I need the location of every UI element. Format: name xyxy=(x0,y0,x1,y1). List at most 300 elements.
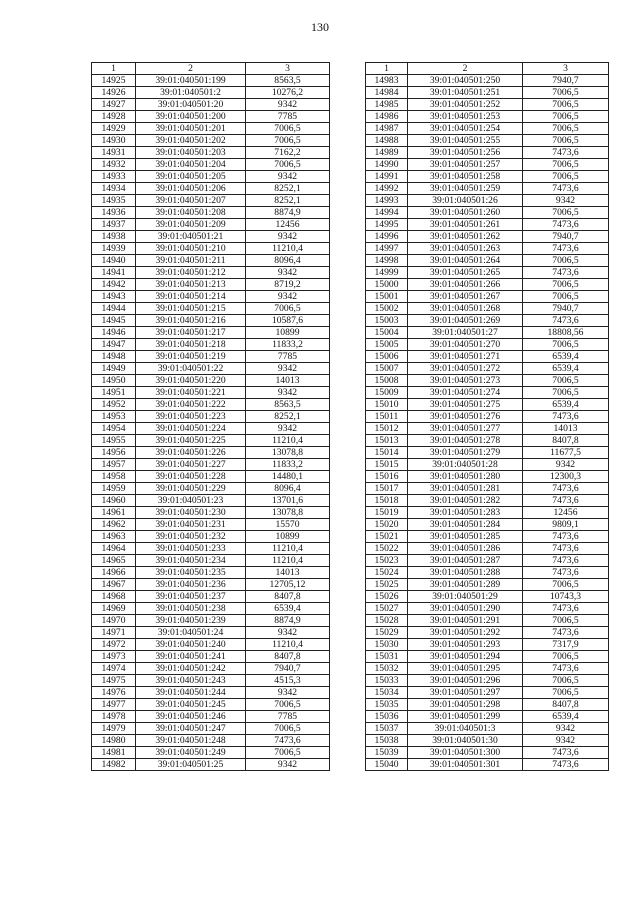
table-row xyxy=(92,747,330,759)
table-row xyxy=(92,159,330,171)
table-row xyxy=(92,627,330,639)
value-cell: 13078,8 xyxy=(246,447,330,459)
table-row xyxy=(92,579,330,591)
table-row xyxy=(366,159,609,171)
value-cell: 7006,5 xyxy=(523,255,609,267)
row-number-cell: 14934 xyxy=(92,183,136,195)
row-number-cell: 14991 xyxy=(366,171,408,183)
cadastral-number-cell: 39:01:040501:229 xyxy=(136,483,246,495)
cadastral-number-cell: 39:01:040501:219 xyxy=(136,351,246,363)
value-cell: 6539,4 xyxy=(523,399,609,411)
value-cell: 7473,6 xyxy=(523,555,609,567)
row-number-cell: 15011 xyxy=(366,411,408,423)
table-row xyxy=(92,471,330,483)
cadastral-number-cell: 39:01:040501:227 xyxy=(136,459,246,471)
column-header: 2 xyxy=(136,63,246,75)
value-cell: 7006,5 xyxy=(523,651,609,663)
cadastral-number-cell: 39:01:040501:243 xyxy=(136,675,246,687)
cadastral-number-cell: 39:01:040501:223 xyxy=(136,411,246,423)
table-row xyxy=(92,363,330,375)
table-row xyxy=(92,687,330,699)
cadastral-number-cell: 39:01:040501:204 xyxy=(136,159,246,171)
value-cell: 9342 xyxy=(246,423,330,435)
value-cell: 7006,5 xyxy=(523,375,609,387)
row-number-cell: 15013 xyxy=(366,435,408,447)
cadastral-number-cell: 39:01:040501:269 xyxy=(408,315,523,327)
row-number-cell: 15028 xyxy=(366,615,408,627)
value-cell: 7473,6 xyxy=(523,627,609,639)
row-number-cell: 15005 xyxy=(366,339,408,351)
value-cell: 7785 xyxy=(246,351,330,363)
value-cell: 8252,1 xyxy=(246,183,330,195)
value-cell: 7473,6 xyxy=(523,315,609,327)
table-row xyxy=(92,339,330,351)
row-number-cell: 15027 xyxy=(366,603,408,615)
cadastral-number-cell: 39:01:040501:234 xyxy=(136,555,246,567)
table-row xyxy=(92,531,330,543)
row-number-cell: 14930 xyxy=(92,135,136,147)
value-cell: 7473,6 xyxy=(523,183,609,195)
table-row xyxy=(366,483,609,495)
value-cell: 11210,4 xyxy=(246,243,330,255)
row-number-cell: 15034 xyxy=(366,687,408,699)
row-number-cell: 14966 xyxy=(92,567,136,579)
table-row xyxy=(366,315,609,327)
row-number-cell: 14959 xyxy=(92,483,136,495)
cadastral-number-cell: 39:01:040501:289 xyxy=(408,579,523,591)
cadastral-number-cell: 39:01:040501:274 xyxy=(408,387,523,399)
cadastral-number-cell: 39:01:040501:281 xyxy=(408,483,523,495)
table-row xyxy=(366,111,609,123)
row-number-cell: 14951 xyxy=(92,387,136,399)
cadastral-number-cell: 39:01:040501:208 xyxy=(136,207,246,219)
row-number-cell: 14984 xyxy=(366,87,408,99)
table-row xyxy=(366,543,609,555)
header-row xyxy=(92,63,330,75)
cadastral-number-cell: 39:01:040501:266 xyxy=(408,279,523,291)
table-row xyxy=(366,423,609,435)
row-number-cell: 14995 xyxy=(366,219,408,231)
row-number-cell: 14931 xyxy=(92,147,136,159)
row-number-cell: 15038 xyxy=(366,735,408,747)
table-row xyxy=(366,639,609,651)
table-row xyxy=(366,99,609,111)
row-number-cell: 14983 xyxy=(366,75,408,87)
row-number-cell: 15006 xyxy=(366,351,408,363)
row-number-cell: 14935 xyxy=(92,195,136,207)
column-header: 1 xyxy=(92,63,136,75)
row-number-cell: 14940 xyxy=(92,255,136,267)
cadastral-number-cell: 39:01:040501:218 xyxy=(136,339,246,351)
row-number-cell: 15032 xyxy=(366,663,408,675)
table-row xyxy=(92,387,330,399)
table-row xyxy=(92,519,330,531)
cadastral-number-cell: 39:01:040501:22 xyxy=(136,363,246,375)
row-number-cell: 15003 xyxy=(366,315,408,327)
cadastral-number-cell: 39:01:040501:239 xyxy=(136,615,246,627)
value-cell: 7006,5 xyxy=(246,699,330,711)
cadastral-number-cell: 39:01:040501:200 xyxy=(136,111,246,123)
cadastral-number-cell: 39:01:040501:232 xyxy=(136,531,246,543)
value-cell: 7785 xyxy=(246,111,330,123)
row-number-cell: 15040 xyxy=(366,759,408,771)
table-row xyxy=(366,447,609,459)
value-cell: 7006,5 xyxy=(523,615,609,627)
cadastral-number-cell: 39:01:040501:244 xyxy=(136,687,246,699)
value-cell: 10899 xyxy=(246,327,330,339)
column-header: 2 xyxy=(408,63,523,75)
value-cell: 7006,5 xyxy=(523,111,609,123)
table-row xyxy=(92,675,330,687)
cadastral-number-cell: 39:01:040501:257 xyxy=(408,159,523,171)
cadastral-number-cell: 39:01:040501:261 xyxy=(408,219,523,231)
row-number-cell: 14996 xyxy=(366,231,408,243)
value-cell: 8252,1 xyxy=(246,411,330,423)
value-cell: 11210,4 xyxy=(246,639,330,651)
cadastral-number-cell: 39:01:040501:221 xyxy=(136,387,246,399)
table-row xyxy=(92,735,330,747)
row-number-cell: 14938 xyxy=(92,231,136,243)
row-number-cell: 14943 xyxy=(92,291,136,303)
cadastral-number-cell: 39:01:040501:283 xyxy=(408,507,523,519)
table-row xyxy=(92,303,330,315)
row-number-cell: 14981 xyxy=(92,747,136,759)
value-cell: 6539,4 xyxy=(246,603,330,615)
table-row xyxy=(92,111,330,123)
cadastral-number-cell: 39:01:040501:216 xyxy=(136,315,246,327)
row-number-cell: 14954 xyxy=(92,423,136,435)
row-number-cell: 15008 xyxy=(366,375,408,387)
table-row xyxy=(366,255,609,267)
value-cell: 9342 xyxy=(246,267,330,279)
table-row xyxy=(92,123,330,135)
cadastral-number-cell: 39:01:040501:29 xyxy=(408,591,523,603)
cadastral-number-cell: 39:01:040501:27 xyxy=(408,327,523,339)
row-number-cell: 14973 xyxy=(92,651,136,663)
value-cell: 7473,6 xyxy=(523,603,609,615)
row-number-cell: 14963 xyxy=(92,531,136,543)
table-row xyxy=(366,411,609,423)
value-cell: 10587,6 xyxy=(246,315,330,327)
table-row xyxy=(366,711,609,723)
value-cell: 8563,5 xyxy=(246,75,330,87)
row-number-cell: 15014 xyxy=(366,447,408,459)
table-row xyxy=(92,183,330,195)
table-row xyxy=(366,183,609,195)
table-row xyxy=(366,291,609,303)
row-number-cell: 14971 xyxy=(92,627,136,639)
value-cell: 9342 xyxy=(246,387,330,399)
row-number-cell: 14958 xyxy=(92,471,136,483)
table-row xyxy=(92,219,330,231)
value-cell: 7940,7 xyxy=(523,303,609,315)
table-row xyxy=(366,687,609,699)
cadastral-number-cell: 39:01:040501:20 xyxy=(136,99,246,111)
value-cell: 7006,5 xyxy=(523,291,609,303)
table-row xyxy=(366,555,609,567)
table-row xyxy=(92,207,330,219)
value-cell: 7940,7 xyxy=(523,75,609,87)
cadastral-number-cell: 39:01:040501:21 xyxy=(136,231,246,243)
value-cell: 9342 xyxy=(523,195,609,207)
table-row xyxy=(366,231,609,243)
table-row xyxy=(366,591,609,603)
cadastral-number-cell: 39:01:040501:199 xyxy=(136,75,246,87)
table-row xyxy=(92,711,330,723)
value-cell: 8407,8 xyxy=(246,651,330,663)
table-row xyxy=(92,663,330,675)
table-row xyxy=(92,435,330,447)
table-row xyxy=(366,243,609,255)
row-number-cell: 15016 xyxy=(366,471,408,483)
row-number-cell: 15024 xyxy=(366,567,408,579)
cadastral-number-cell: 39:01:040501:253 xyxy=(408,111,523,123)
cadastral-number-cell: 39:01:040501:28 xyxy=(408,459,523,471)
row-number-cell: 15007 xyxy=(366,363,408,375)
cadastral-number-cell: 39:01:040501:247 xyxy=(136,723,246,735)
header-row xyxy=(366,63,609,75)
column-header: 3 xyxy=(523,63,609,75)
table-row xyxy=(366,303,609,315)
cadastral-number-cell: 39:01:040501:255 xyxy=(408,135,523,147)
cadastral-number-cell: 39:01:040501:264 xyxy=(408,255,523,267)
row-number-cell: 14975 xyxy=(92,675,136,687)
value-cell: 7162,2 xyxy=(246,147,330,159)
cadastral-number-cell: 39:01:040501:293 xyxy=(408,639,523,651)
cadastral-number-cell: 39:01:040501:24 xyxy=(136,627,246,639)
value-cell: 7006,5 xyxy=(246,303,330,315)
cadastral-number-cell: 39:01:040501:276 xyxy=(408,411,523,423)
table-row xyxy=(92,279,330,291)
value-cell: 8719,2 xyxy=(246,279,330,291)
cadastral-number-cell: 39:01:040501:245 xyxy=(136,699,246,711)
cadastral-number-cell: 39:01:040501:201 xyxy=(136,123,246,135)
cadastral-number-cell: 39:01:040501:260 xyxy=(408,207,523,219)
table-row xyxy=(92,75,330,87)
table-row xyxy=(366,327,609,339)
table-row xyxy=(92,447,330,459)
cadastral-number-cell: 39:01:040501:30 xyxy=(408,735,523,747)
row-number-cell: 14985 xyxy=(366,99,408,111)
row-number-cell: 14955 xyxy=(92,435,136,447)
row-number-cell: 14997 xyxy=(366,243,408,255)
cadastral-number-cell: 39:01:040501:211 xyxy=(136,255,246,267)
value-cell: 7473,6 xyxy=(523,147,609,159)
row-number-cell: 15020 xyxy=(366,519,408,531)
cadastral-number-cell: 39:01:040501:241 xyxy=(136,651,246,663)
value-cell: 7006,5 xyxy=(523,159,609,171)
row-number-cell: 14926 xyxy=(92,87,136,99)
cadastral-number-cell: 39:01:040501:246 xyxy=(136,711,246,723)
table-row xyxy=(366,531,609,543)
table-row xyxy=(92,291,330,303)
row-number-cell: 15019 xyxy=(366,507,408,519)
cadastral-number-cell: 39:01:040501:278 xyxy=(408,435,523,447)
value-cell: 7006,5 xyxy=(246,123,330,135)
row-number-cell: 14952 xyxy=(92,399,136,411)
table-row xyxy=(366,123,609,135)
value-cell: 7473,6 xyxy=(523,663,609,675)
value-cell: 7006,5 xyxy=(523,339,609,351)
row-number-cell: 14944 xyxy=(92,303,136,315)
cadastral-number-cell: 39:01:040501:254 xyxy=(408,123,523,135)
cadastral-number-cell: 39:01:040501:202 xyxy=(136,135,246,147)
cadastral-number-cell: 39:01:040501:292 xyxy=(408,627,523,639)
value-cell: 9342 xyxy=(246,363,330,375)
cadastral-number-cell: 39:01:040501:203 xyxy=(136,147,246,159)
value-cell: 10899 xyxy=(246,531,330,543)
cadastral-number-cell: 39:01:040501:300 xyxy=(408,747,523,759)
value-cell: 9342 xyxy=(246,171,330,183)
row-number-cell: 14941 xyxy=(92,267,136,279)
cadastral-number-cell: 39:01:040501:268 xyxy=(408,303,523,315)
cadastral-number-cell: 39:01:040501:277 xyxy=(408,423,523,435)
value-cell: 13701,6 xyxy=(246,495,330,507)
cadastral-number-cell: 39:01:040501:263 xyxy=(408,243,523,255)
value-cell: 9342 xyxy=(523,459,609,471)
table-row xyxy=(366,147,609,159)
value-cell: 7473,6 xyxy=(523,483,609,495)
value-cell: 7006,5 xyxy=(246,159,330,171)
column-header: 1 xyxy=(366,63,408,75)
value-cell: 8874,9 xyxy=(246,615,330,627)
value-cell: 8407,8 xyxy=(246,591,330,603)
row-number-cell: 15017 xyxy=(366,483,408,495)
value-cell: 7473,6 xyxy=(523,243,609,255)
cadastral-number-cell: 39:01:040501:295 xyxy=(408,663,523,675)
row-number-cell: 14967 xyxy=(92,579,136,591)
table-row xyxy=(366,459,609,471)
table-row xyxy=(92,243,330,255)
cadastral-number-cell: 39:01:040501:272 xyxy=(408,363,523,375)
table-row xyxy=(92,459,330,471)
value-cell: 7006,5 xyxy=(523,87,609,99)
value-cell: 9342 xyxy=(246,291,330,303)
row-number-cell: 14992 xyxy=(366,183,408,195)
table-row xyxy=(92,315,330,327)
row-number-cell: 14982 xyxy=(92,759,136,771)
row-number-cell: 14999 xyxy=(366,267,408,279)
value-cell: 14013 xyxy=(246,375,330,387)
row-number-cell: 15018 xyxy=(366,495,408,507)
cadastral-number-cell: 39:01:040501:215 xyxy=(136,303,246,315)
cadastral-number-cell: 39:01:040501:212 xyxy=(136,267,246,279)
value-cell: 8096,4 xyxy=(246,483,330,495)
cadastral-number-cell: 39:01:040501:291 xyxy=(408,615,523,627)
value-cell: 12456 xyxy=(523,507,609,519)
cadastral-number-cell: 39:01:040501:267 xyxy=(408,291,523,303)
row-number-cell: 14974 xyxy=(92,663,136,675)
row-number-cell: 15039 xyxy=(366,747,408,759)
row-number-cell: 14957 xyxy=(92,459,136,471)
value-cell: 7473,6 xyxy=(523,267,609,279)
cadastral-number-cell: 39:01:040501:228 xyxy=(136,471,246,483)
row-number-cell: 15009 xyxy=(366,387,408,399)
table-row xyxy=(366,387,609,399)
value-cell: 7006,5 xyxy=(246,747,330,759)
value-cell: 9342 xyxy=(523,735,609,747)
table-row xyxy=(366,171,609,183)
value-cell: 11677,5 xyxy=(523,447,609,459)
row-number-cell: 14953 xyxy=(92,411,136,423)
table-row xyxy=(92,171,330,183)
cadastral-number-cell: 39:01:040501:213 xyxy=(136,279,246,291)
table-row xyxy=(92,231,330,243)
table-row xyxy=(366,219,609,231)
row-number-cell: 15015 xyxy=(366,459,408,471)
row-number-cell: 15001 xyxy=(366,291,408,303)
cadastral-number-cell: 39:01:040501:258 xyxy=(408,171,523,183)
row-number-cell: 14925 xyxy=(92,75,136,87)
cadastral-number-cell: 39:01:040501:209 xyxy=(136,219,246,231)
table-row xyxy=(92,147,330,159)
value-cell: 7006,5 xyxy=(523,171,609,183)
cadastral-number-cell: 39:01:040501:233 xyxy=(136,543,246,555)
table-row xyxy=(366,663,609,675)
table-row xyxy=(366,735,609,747)
row-number-cell: 14964 xyxy=(92,543,136,555)
value-cell: 14013 xyxy=(246,567,330,579)
cadastral-number-cell: 39:01:040501:296 xyxy=(408,675,523,687)
value-cell: 7940,7 xyxy=(523,231,609,243)
table-row xyxy=(92,699,330,711)
row-number-cell: 14976 xyxy=(92,687,136,699)
row-number-cell: 15022 xyxy=(366,543,408,555)
cadastral-number-cell: 39:01:040501:285 xyxy=(408,531,523,543)
table-row xyxy=(92,495,330,507)
table-row xyxy=(366,195,609,207)
table-row xyxy=(92,255,330,267)
row-number-cell: 14956 xyxy=(92,447,136,459)
cadastral-number-cell: 39:01:040501:286 xyxy=(408,543,523,555)
cadastral-number-cell: 39:01:040501:252 xyxy=(408,99,523,111)
row-number-cell: 15031 xyxy=(366,651,408,663)
cadastral-number-cell: 39:01:040501:2 xyxy=(136,87,246,99)
row-number-cell: 14977 xyxy=(92,699,136,711)
table-row xyxy=(366,435,609,447)
value-cell: 7473,6 xyxy=(523,759,609,771)
value-cell: 11210,4 xyxy=(246,543,330,555)
table-row xyxy=(366,471,609,483)
cadastral-number-cell: 39:01:040501:235 xyxy=(136,567,246,579)
cadastral-number-cell: 39:01:040501:231 xyxy=(136,519,246,531)
row-number-cell: 14979 xyxy=(92,723,136,735)
table-row xyxy=(92,507,330,519)
row-number-cell: 14927 xyxy=(92,99,136,111)
table-row xyxy=(366,747,609,759)
table-row xyxy=(92,567,330,579)
cadastral-number-cell: 39:01:040501:259 xyxy=(408,183,523,195)
row-number-cell: 14987 xyxy=(366,123,408,135)
cadastral-number-cell: 39:01:040501:207 xyxy=(136,195,246,207)
value-cell: 10743,3 xyxy=(523,591,609,603)
cadastral-number-cell: 39:01:040501:237 xyxy=(136,591,246,603)
value-cell: 12300,3 xyxy=(523,471,609,483)
value-cell: 7473,6 xyxy=(523,543,609,555)
table-row xyxy=(92,615,330,627)
cadastral-number-cell: 39:01:040501:242 xyxy=(136,663,246,675)
row-number-cell: 14949 xyxy=(92,363,136,375)
value-cell: 7473,6 xyxy=(246,735,330,747)
value-cell: 7006,5 xyxy=(523,579,609,591)
cadastral-number-cell: 39:01:040501:280 xyxy=(408,471,523,483)
cadastral-number-cell: 39:01:040501:288 xyxy=(408,567,523,579)
value-cell: 9342 xyxy=(523,723,609,735)
row-number-cell: 14994 xyxy=(366,207,408,219)
cadastral-number-cell: 39:01:040501:270 xyxy=(408,339,523,351)
value-cell: 7473,6 xyxy=(523,747,609,759)
value-cell: 6539,4 xyxy=(523,363,609,375)
